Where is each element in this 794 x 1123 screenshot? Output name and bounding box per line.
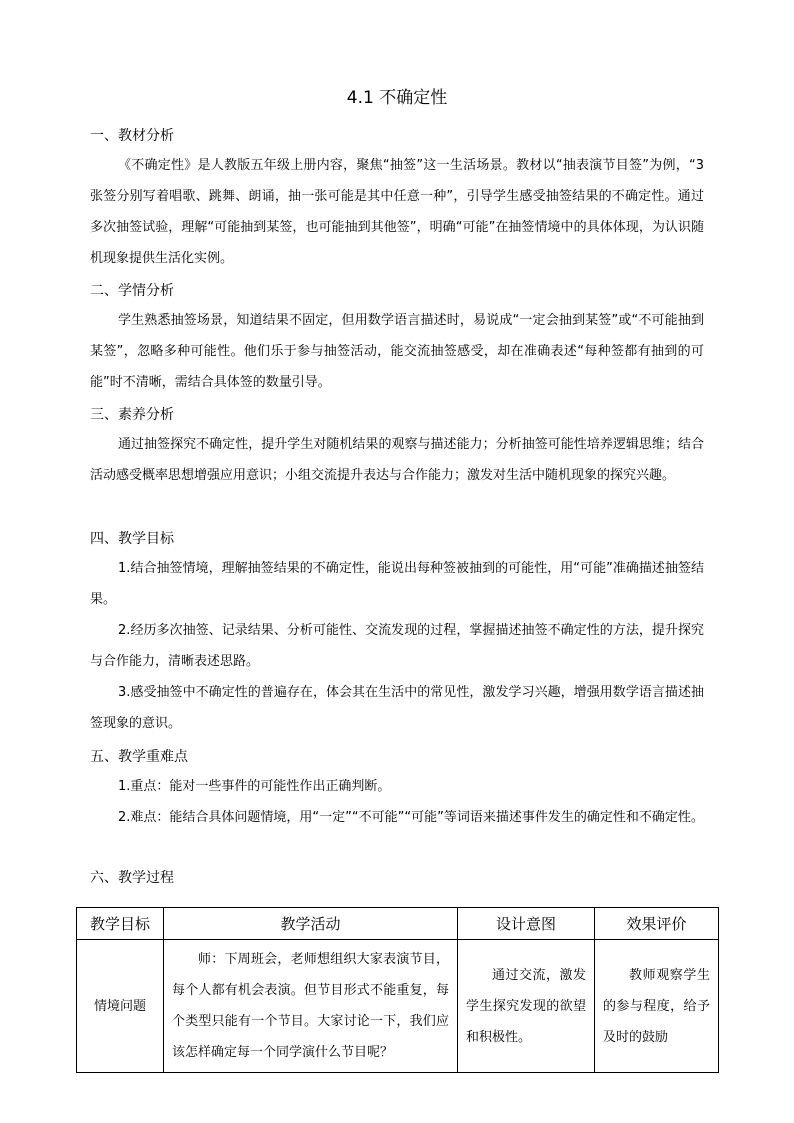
teaching-process-table: [76, 907, 719, 1073]
column-header-intent: 设计意图: [458, 908, 595, 940]
column-header-goal: 教学目标: [77, 908, 164, 940]
cell-activity: 师：下周班会，老师想组织大家表演节目，每个人都有机会表演。但节目形式不能重复，每个类型只能有一个节目。大家讨论一下，我们应该怎样确定每一个同学演什么节目呢？: [164, 940, 458, 1073]
section-heading-learner-analysis: 二、学情分析: [90, 283, 174, 299]
column-header-activity: 教学活动: [164, 908, 458, 940]
paragraph-teaching-goal-3: 3.感受抽签中不确定性的普遍存在，体会其在生活中的常见性，激发学习兴趣，增强用数学语言描述抽签现象的意识。: [90, 685, 704, 731]
page-title: 4.1 不确定性: [346, 88, 448, 108]
cell-goal: 情境问题: [77, 940, 164, 1073]
paragraph-textbook-analysis: 《不确定性》是人教版五年级上册内容，聚焦“抽签”这一生活场景。教材以“抽表演节目签”为例，“3张签分别写着唱歌、跳舞、朗诵，抽一张可能是其中任意一种”，引导学生感受抽签结果的不确定性。通过多次抽签试验，理解“可能抽到某签，也可能抽到其他签”，明确“可能”在抽签情境中的具体体现，为认识随机现象提供生活化实例。: [90, 158, 704, 266]
paragraph-difficult-point: 2.难点：能结合具体问题情境，用“一定”“不可能”“可能”等词语来描述事件发生的确定性和不确定性。: [118, 810, 704, 825]
paragraph-learner-analysis: 学生熟悉抽签场景，知道结果不固定，但用数学语言描述时，易说成“一定会抽到某签”或“不可能抽到某签”，忽略多种可能性。他们乐于参与抽签活动，能交流抽签感受，却在准确表述“每种签都有抽到的可能”时不清晰，需结合具体签的数量引导。: [90, 313, 704, 390]
cell-intent: 通过交流，激发学生探究发现的欲望和积极性。: [458, 940, 595, 1073]
section-heading-literacy-analysis: 三、素养分析: [90, 407, 174, 423]
paragraph-literacy-analysis: 通过抽签探究不确定性，提升学生对随机结果的观察与描述能力；分析抽签可能性培养逻辑思维；结合活动感受概率思想增强应用意识；小组交流提升表达与合作能力；激发对生活中随机现象的探究兴趣。: [90, 437, 704, 483]
table-row: [77, 940, 719, 1073]
column-header-evaluation: 效果评价: [595, 908, 719, 940]
paragraph-key-point: 1.重点：能对一些事件的可能性作出正确判断。: [118, 779, 391, 794]
paragraph-teaching-goal-1: 1.结合抽签情境，理解抽签结果的不确定性，能说出每种签被抽到的可能性，用“可能”准确描述抽签结果。: [90, 561, 704, 607]
paragraph-teaching-goal-2: 2.经历多次抽签、记录结果、分析可能性、交流发现的过程，掌握描述抽签不确定性的方法，提升探究与合作能力，清晰表述思路。: [90, 623, 704, 669]
section-heading-teaching-process: 六、教学过程: [90, 870, 174, 886]
table-header-row: [77, 908, 719, 940]
section-heading-textbook-analysis: 一、教材分析: [90, 128, 174, 144]
section-heading-key-points: 五、教学重难点: [90, 749, 188, 765]
section-heading-teaching-goals: 四、教学目标: [90, 531, 174, 547]
cell-evaluation: 教师观察学生的参与程度，给予及时的鼓励: [595, 940, 719, 1073]
